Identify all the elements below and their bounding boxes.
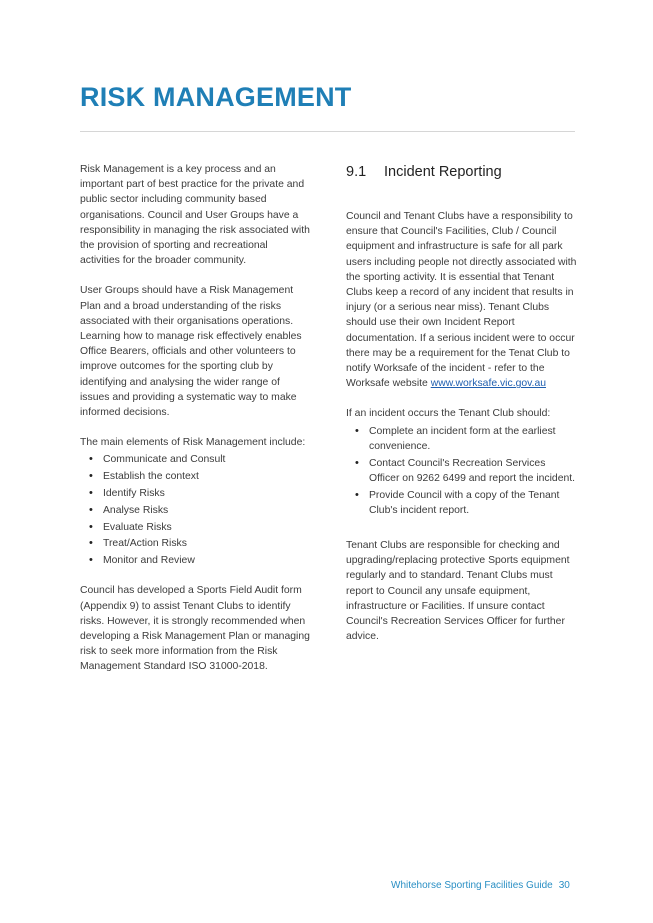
list-item: • Evaluate Risks <box>103 520 310 535</box>
responsibility-text: Council and Tenant Clubs have a responsibility to ensure that Council's Facilities, Club / Council equipment and infrastructure is safe for all park users including people not directly associated with the sporting activity. It is essential that Tenant Clubs keep a record of any incident that results in injury (or a serious near miss). Tenant Clubs should use their own Incident Report documentation. If a serious incident were to occur there may be a requirement for the Tenat Club to notify Worksafe of the incident - refer to the Worksafe website <box>346 211 577 390</box>
list-item: • Treat/Action Risks <box>103 536 310 551</box>
worksafe-link[interactable]: www.worksafe.vic.gov.au <box>430 378 547 390</box>
audit-paragraph: Council has developed a Sports Field Audit form (Appendix 9) to assist Tenant Clubs to identify risks. However, it is strongly recommended when developing a Risk Management Plan or managing risk to seek more information from the Risk Management Standard ISO 31000-2018. <box>80 585 310 673</box>
incident-steps-list <box>346 424 578 518</box>
incident-intro: If an incident occurs the Tenant Club should: <box>346 408 551 420</box>
page-footer <box>391 880 570 891</box>
list-item: • Communicate and Consult <box>103 452 310 467</box>
left-column <box>80 162 310 690</box>
section-number: 9.1 <box>346 164 367 180</box>
user-groups-paragraph: User Groups should have a Risk Management Plan and a broad understanding of the risks associated with their organisations operations. Learning how to manage risk effectively enables Office Bearers, officials and other volunteers to improve outcomes for the sporting club by identifying and analysing the wider range of issues and providing a systematic way to make informed decisions. <box>80 285 302 419</box>
page-title: RISK MANAGEMENT <box>80 82 352 112</box>
list-item: • Complete an incident form at the earliest convenience. <box>369 424 578 454</box>
intro-paragraph: Risk Management is a key process and an important part of best practice for the private and public sector including community based organisations. Council and User Groups have a responsibility in managing the risk associated with the provision of sporting and recreational activities for the broader community. <box>80 164 310 267</box>
list-item: • Monitor and Review <box>103 553 310 568</box>
page-number: 30 <box>558 880 570 891</box>
section-heading <box>346 162 578 182</box>
title-divider <box>80 131 575 132</box>
list-item: • Contact Council's Recreation Services Officer on 9262 6499 and report the incident. <box>369 456 578 486</box>
right-column <box>346 162 578 659</box>
list-item: • Identify Risks <box>103 486 310 501</box>
list-item: • Establish the context <box>103 469 310 484</box>
list-item: • Provide Council with a copy of the Tenant Club's incident report. <box>369 488 578 518</box>
equipment-paragraph: Tenant Clubs are responsible for checking and upgrading/replacing protective Sports equipment regularly and to standard. Tenant Clubs must report to Council any unsafe equipment, infrastructure or Facilities. If unsure contact Council's Recreation Services Officer for further advice. <box>346 540 570 643</box>
elements-intro: The main elements of Risk Management include: <box>80 437 306 449</box>
list-item: • Analyse Risks <box>103 503 310 518</box>
responsibility-paragraph <box>346 209 578 391</box>
risk-elements-list <box>80 452 310 568</box>
section-title: Incident Reporting <box>384 164 502 180</box>
footer-text: Whitehorse Sporting Facilities Guide <box>391 880 553 891</box>
